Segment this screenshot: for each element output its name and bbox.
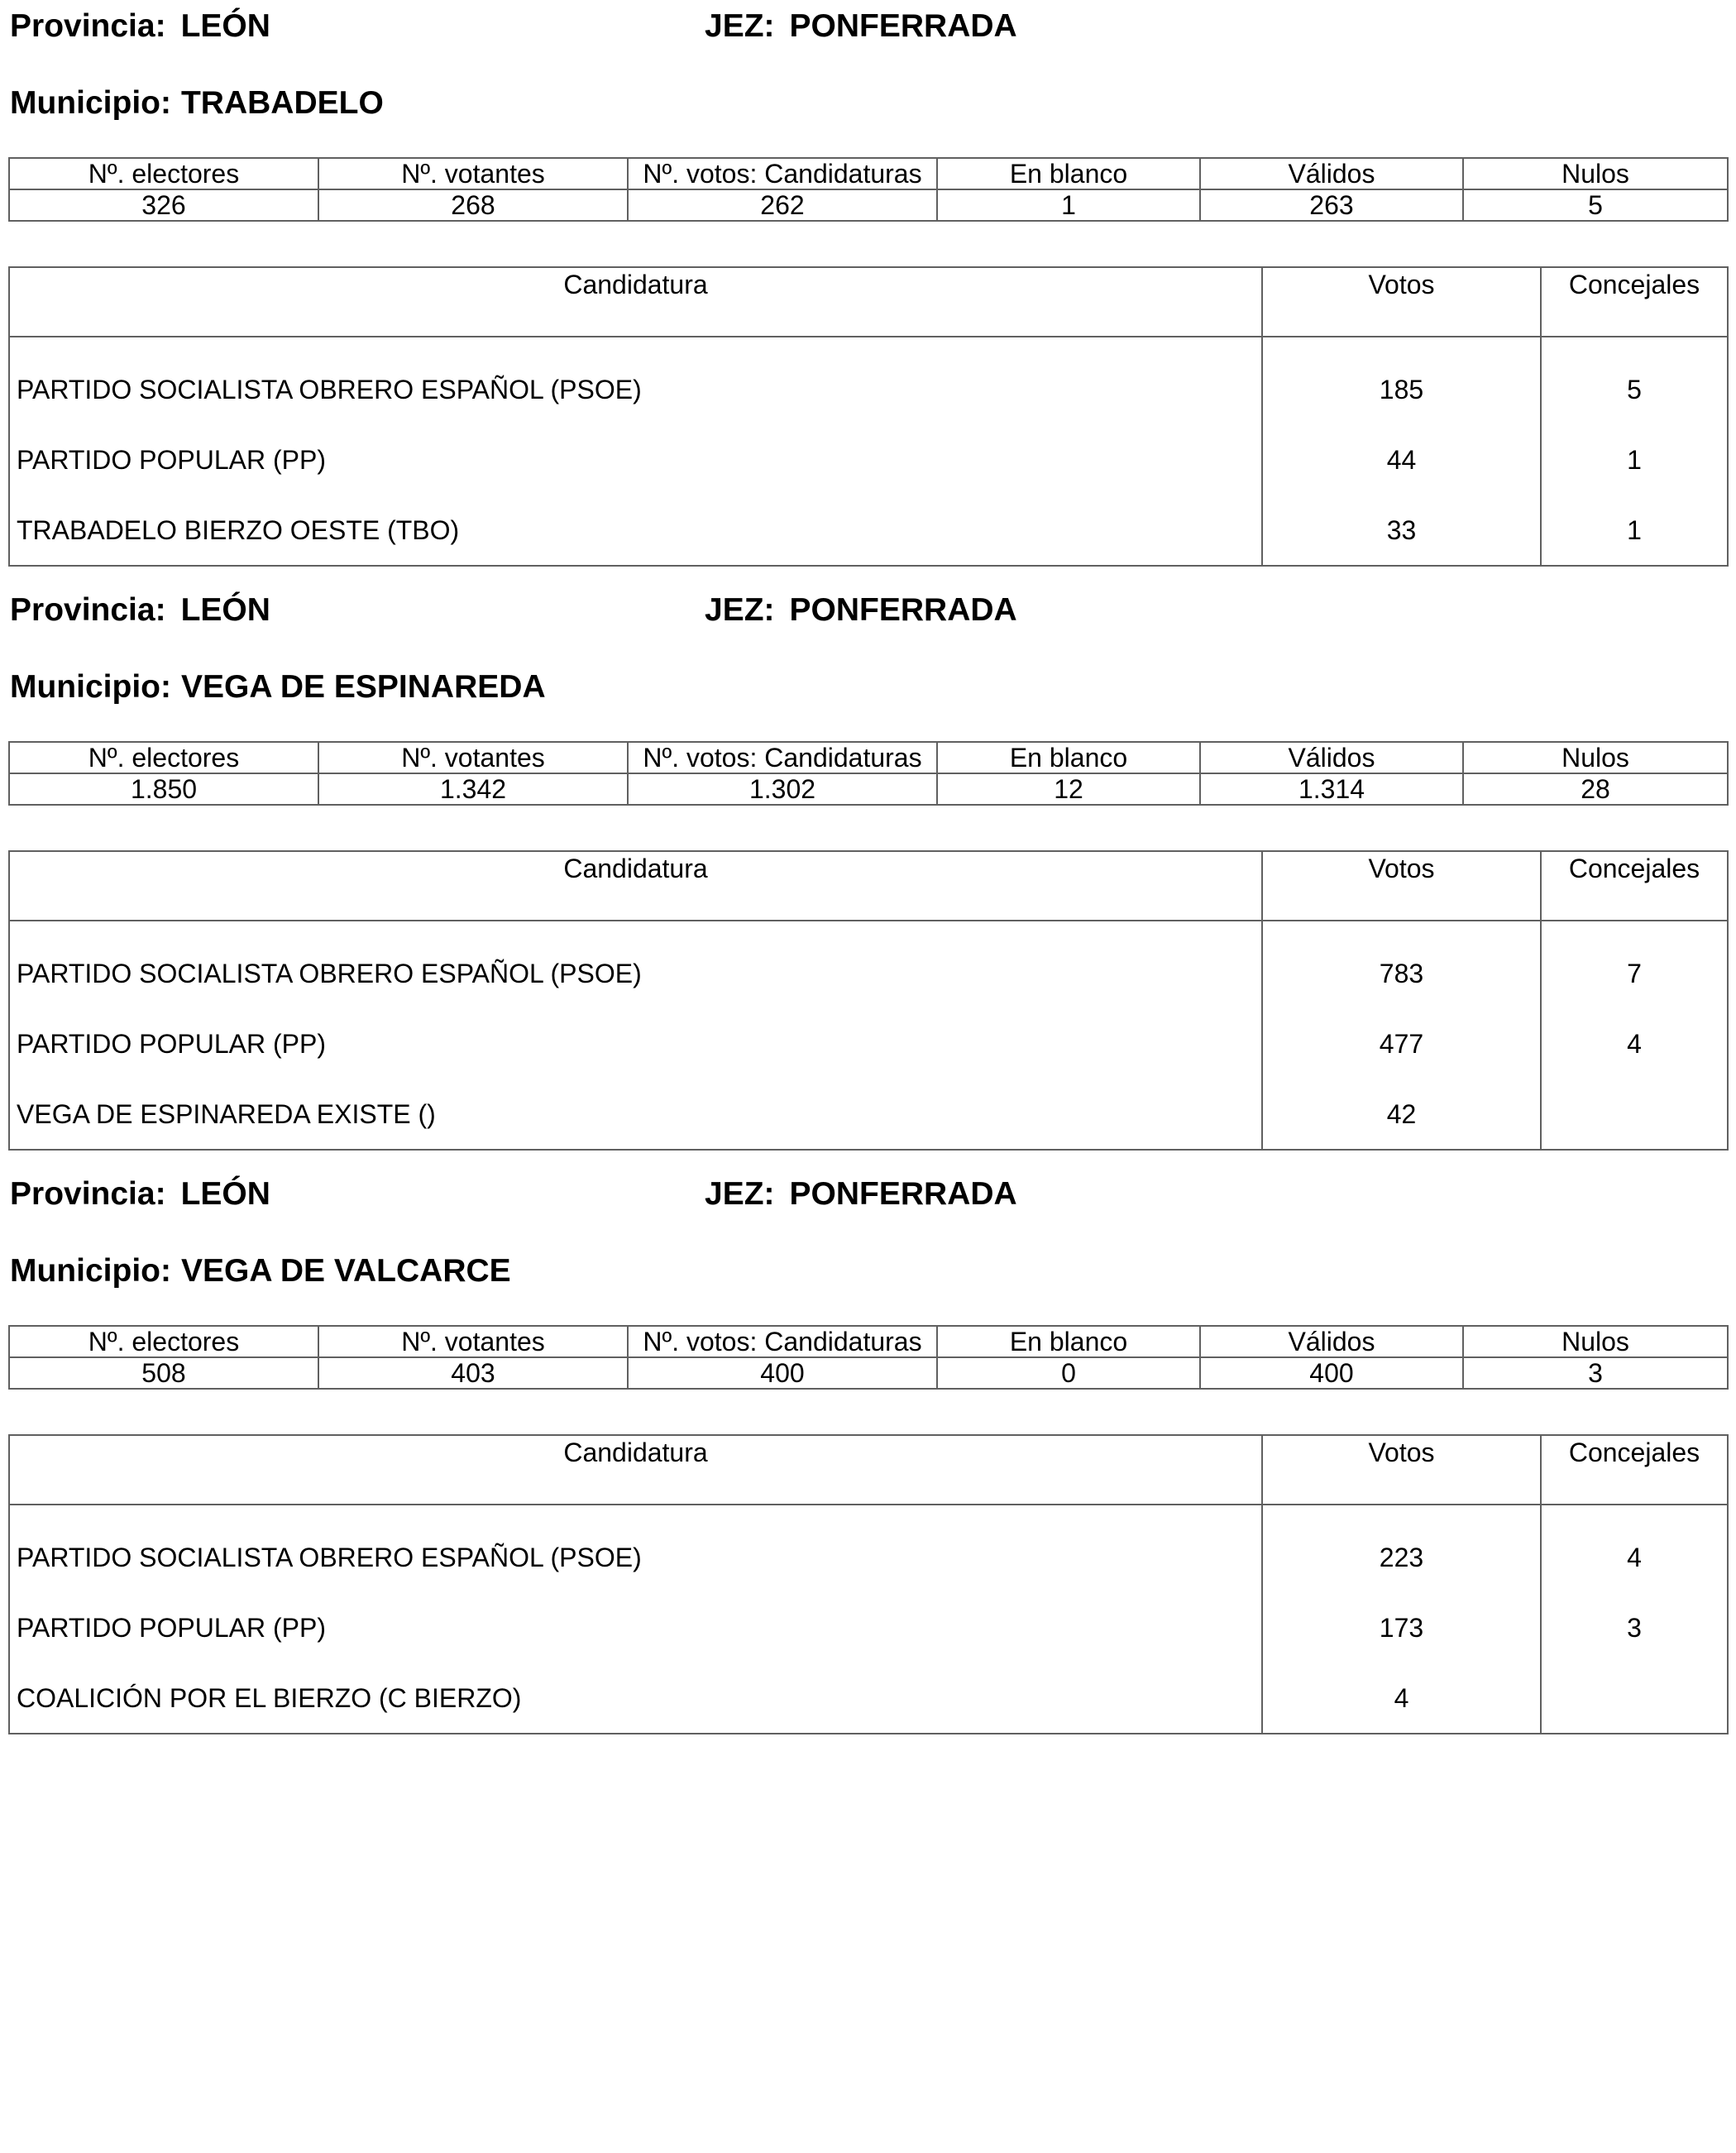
votos-value: 42: [1262, 1079, 1541, 1150]
candidatura-name: PARTIDO SOCIALISTA OBRERO ESPAÑOL (PSOE): [9, 921, 1262, 1008]
provincia-label: Provincia:: [10, 1176, 166, 1212]
votos-value: 4: [1262, 1663, 1541, 1734]
stats-header-cell: Nº. votos: Candidaturas: [628, 158, 937, 189]
table-row: [9, 1592, 1728, 1663]
concejales-value: 5: [1541, 337, 1728, 424]
stats-header-cell: Nº. electores: [9, 1326, 318, 1357]
jez-label: JEZ:: [705, 8, 775, 44]
stats-value-cell: 400: [1200, 1357, 1463, 1389]
concejales-value: [1541, 1663, 1728, 1734]
stats-value-cell: 28: [1463, 773, 1728, 805]
table-row: [9, 495, 1728, 566]
concejales-value: [1541, 1079, 1728, 1150]
votos-header: Votos: [1262, 851, 1541, 921]
municipio-heading: [10, 669, 546, 706]
stats-header-cell: Válidos: [1200, 1326, 1463, 1357]
stats-value-row: [9, 1357, 1728, 1389]
stats-value-cell: 508: [9, 1357, 318, 1389]
municipality-section: [0, 1168, 1736, 1747]
stats-header-cell: Nulos: [1463, 1326, 1728, 1357]
stats-header-cell: Nº. votantes: [318, 158, 628, 189]
stats-header-row: [9, 1326, 1728, 1357]
stats-header-cell: Válidos: [1200, 158, 1463, 189]
municipality-section: [0, 584, 1736, 1163]
table-row: [9, 1505, 1728, 1592]
stats-value-row: [9, 189, 1728, 221]
votos-value: 223: [1262, 1505, 1541, 1592]
candidatura-name: PARTIDO SOCIALISTA OBRERO ESPAÑOL (PSOE): [9, 1505, 1262, 1592]
municipio-value: VEGA DE ESPINAREDA: [180, 669, 546, 705]
municipio-label: Municipio:: [10, 669, 171, 705]
stats-table: [8, 157, 1729, 222]
stats-value-cell: 400: [628, 1357, 937, 1389]
jez-heading: [705, 592, 1017, 629]
municipio-heading: [10, 85, 384, 122]
stats-header-cell: Nulos: [1463, 742, 1728, 773]
provincia-label: Provincia:: [10, 8, 166, 44]
stats-header-cell: Nº. votos: Candidaturas: [628, 1326, 937, 1357]
table-row: [9, 1008, 1728, 1079]
candidatura-name: PARTIDO POPULAR (PP): [9, 1592, 1262, 1663]
jez-value: PONFERRADA: [789, 8, 1017, 44]
candidaturas-table: [8, 850, 1729, 1151]
municipio-label: Municipio:: [10, 1253, 171, 1289]
provincia-heading: [10, 592, 270, 629]
votos-value: 33: [1262, 495, 1541, 566]
provincia-value: LEÓN: [180, 8, 270, 44]
stats-header-cell: Nº. votantes: [318, 1326, 628, 1357]
candidaturas-header-row: [9, 851, 1728, 921]
stats-value-cell: 403: [318, 1357, 628, 1389]
jez-heading: [705, 1176, 1017, 1213]
concejales-value: 7: [1541, 921, 1728, 1008]
provincia-heading: [10, 8, 270, 45]
municipio-heading: [10, 1253, 511, 1289]
stats-header-cell: En blanco: [937, 742, 1200, 773]
stats-header-row: [9, 742, 1728, 773]
votos-value: 185: [1262, 337, 1541, 424]
jez-label: JEZ:: [705, 592, 775, 628]
stats-value-row: [9, 773, 1728, 805]
candidatura-name: TRABADELO BIERZO OESTE (TBO): [9, 495, 1262, 566]
stats-value-cell: 1.342: [318, 773, 628, 805]
stats-value-cell: 263: [1200, 189, 1463, 221]
candidatura-header: Candidatura: [9, 1435, 1262, 1505]
candidatura-name: PARTIDO SOCIALISTA OBRERO ESPAÑOL (PSOE): [9, 337, 1262, 424]
municipality-section: [0, 0, 1736, 579]
stats-value-cell: 1.314: [1200, 773, 1463, 805]
provincia-label: Provincia:: [10, 592, 166, 628]
stats-value-cell: 5: [1463, 189, 1728, 221]
jez-value: PONFERRADA: [789, 592, 1017, 628]
concejales-value: 1: [1541, 424, 1728, 495]
table-row: [9, 921, 1728, 1008]
candidaturas-header-row: [9, 267, 1728, 337]
jez-label: JEZ:: [705, 1176, 775, 1212]
stats-header-cell: En blanco: [937, 158, 1200, 189]
municipio-value: TRABADELO: [180, 85, 384, 121]
table-row: [9, 424, 1728, 495]
provincia-heading: [10, 1176, 270, 1213]
table-row: [9, 1663, 1728, 1734]
stats-header-cell: Nº. electores: [9, 158, 318, 189]
stats-header-row: [9, 158, 1728, 189]
stats-header-cell: Nº. electores: [9, 742, 318, 773]
provincia-value: LEÓN: [180, 592, 270, 628]
stats-table: [8, 741, 1729, 806]
candidatura-header: Candidatura: [9, 851, 1262, 921]
candidaturas-table: [8, 1434, 1729, 1734]
provincia-value: LEÓN: [180, 1176, 270, 1212]
votos-value: 44: [1262, 424, 1541, 495]
municipio-label: Municipio:: [10, 85, 171, 121]
stats-value-cell: 326: [9, 189, 318, 221]
votos-header: Votos: [1262, 1435, 1541, 1505]
stats-header-cell: Nº. votos: Candidaturas: [628, 742, 937, 773]
stats-value-cell: 1.302: [628, 773, 937, 805]
stats-header-cell: Nulos: [1463, 158, 1728, 189]
stats-value-cell: 0: [937, 1357, 1200, 1389]
candidatura-name: PARTIDO POPULAR (PP): [9, 424, 1262, 495]
jez-heading: [705, 8, 1017, 45]
votos-value: 173: [1262, 1592, 1541, 1663]
concejales-header: Concejales: [1541, 1435, 1728, 1505]
stats-header-cell: En blanco: [937, 1326, 1200, 1357]
stats-value-cell: 1: [937, 189, 1200, 221]
concejales-value: 4: [1541, 1505, 1728, 1592]
stats-value-cell: 12: [937, 773, 1200, 805]
candidaturas-header-row: [9, 1435, 1728, 1505]
votos-value: 477: [1262, 1008, 1541, 1079]
votos-value: 783: [1262, 921, 1541, 1008]
candidaturas-table: [8, 266, 1729, 567]
concejales-header: Concejales: [1541, 851, 1728, 921]
stats-value-cell: 1.850: [9, 773, 318, 805]
candidatura-name: PARTIDO POPULAR (PP): [9, 1008, 1262, 1079]
concejales-value: 3: [1541, 1592, 1728, 1663]
stats-value-cell: 268: [318, 189, 628, 221]
stats-header-cell: Válidos: [1200, 742, 1463, 773]
concejales-value: 1: [1541, 495, 1728, 566]
concejales-value: 4: [1541, 1008, 1728, 1079]
candidatura-name: VEGA DE ESPINAREDA EXISTE (): [9, 1079, 1262, 1150]
votos-header: Votos: [1262, 267, 1541, 337]
stats-header-cell: Nº. votantes: [318, 742, 628, 773]
table-row: [9, 1079, 1728, 1150]
stats-value-cell: 262: [628, 189, 937, 221]
stats-table: [8, 1325, 1729, 1390]
concejales-header: Concejales: [1541, 267, 1728, 337]
municipio-value: VEGA DE VALCARCE: [180, 1253, 511, 1289]
table-row: [9, 337, 1728, 424]
stats-value-cell: 3: [1463, 1357, 1728, 1389]
candidatura-header: Candidatura: [9, 267, 1262, 337]
jez-value: PONFERRADA: [789, 1176, 1017, 1212]
candidatura-name: COALICIÓN POR EL BIERZO (C BIERZO): [9, 1663, 1262, 1734]
